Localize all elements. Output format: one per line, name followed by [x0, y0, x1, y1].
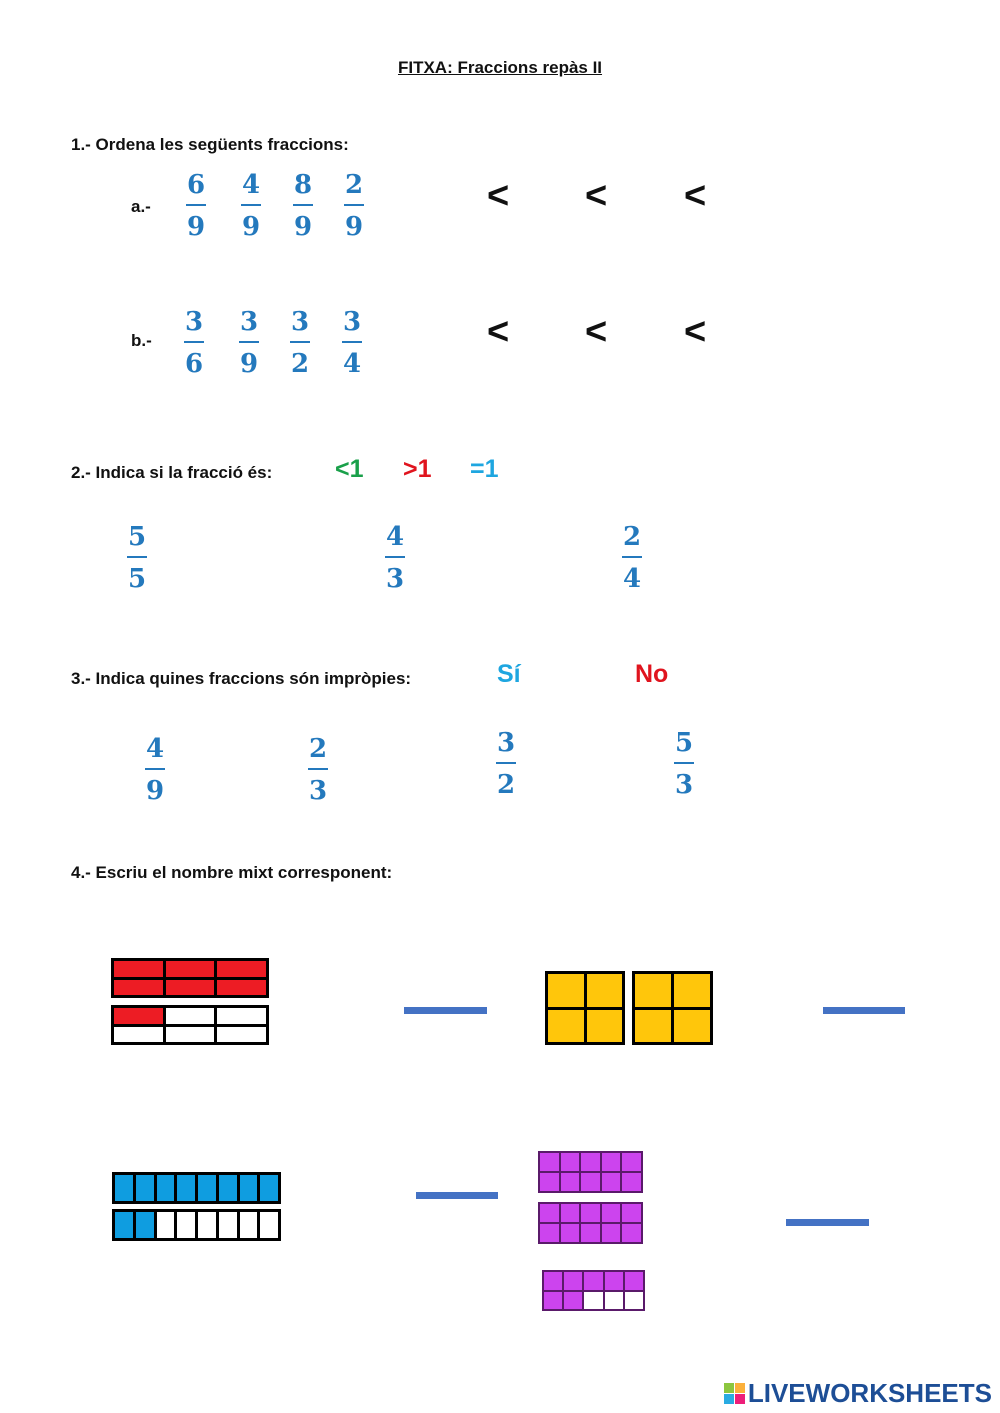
filled-cell [217, 980, 266, 996]
option-no[interactable]: No [635, 660, 669, 688]
logo-icon [724, 1383, 745, 1404]
numerator: 3 [496, 728, 516, 758]
answer-line[interactable] [823, 1007, 905, 1014]
filled-cell [136, 1175, 154, 1201]
fraction [186, 170, 206, 242]
fraction-bar [239, 341, 259, 343]
denominator: 9 [293, 212, 313, 242]
filled-cell [544, 1292, 562, 1310]
empty-cell [625, 1292, 643, 1310]
filled-cell [622, 1153, 641, 1171]
denominator: 9 [241, 212, 261, 242]
filled-cell [581, 1173, 600, 1191]
numerator: 6 [186, 170, 206, 200]
filled-cell [674, 1010, 710, 1043]
fraction-model-grid [112, 1209, 281, 1241]
filled-cell [177, 1175, 195, 1201]
fraction [674, 728, 694, 800]
fraction-bar [496, 762, 516, 764]
fraction-bar [184, 341, 204, 343]
answer-line[interactable] [416, 1192, 498, 1199]
numerator: 8 [293, 170, 313, 200]
fraction [622, 522, 642, 594]
filled-cell [561, 1204, 580, 1222]
filled-cell [581, 1153, 600, 1171]
filled-cell [602, 1173, 621, 1191]
filled-cell [581, 1204, 600, 1222]
filled-cell [114, 980, 163, 996]
empty-cell [584, 1292, 602, 1310]
filled-cell [602, 1204, 621, 1222]
filled-cell [561, 1224, 580, 1242]
filled-cell [115, 1212, 133, 1238]
fraction [385, 522, 405, 594]
filled-cell [587, 1010, 623, 1043]
filled-cell [136, 1212, 154, 1238]
option-yes[interactable]: Sí [497, 660, 521, 688]
fraction-bar [674, 762, 694, 764]
filled-cell [587, 974, 623, 1007]
denominator: 6 [184, 349, 204, 379]
numerator: 5 [127, 522, 147, 552]
filled-cell [561, 1153, 580, 1171]
numerator: 4 [145, 734, 165, 764]
denominator: 3 [674, 770, 694, 800]
filled-cell [581, 1224, 600, 1242]
denominator: 4 [342, 349, 362, 379]
option-greater-than-one[interactable]: >1 [403, 455, 432, 483]
denominator: 4 [622, 564, 642, 594]
less-than-symbol: < [684, 175, 707, 217]
fraction-bar [145, 768, 165, 770]
filled-cell [602, 1153, 621, 1171]
denominator: 9 [145, 776, 165, 806]
option-less-than-one[interactable]: <1 [335, 455, 364, 483]
filled-cell [548, 1010, 584, 1043]
numerator: 2 [308, 734, 328, 764]
empty-cell [166, 1008, 215, 1024]
question-2-heading: 2.- Indica si la fracció és: [71, 463, 273, 482]
filled-cell [625, 1272, 643, 1290]
fraction-model-grid [542, 1270, 645, 1311]
filled-cell [540, 1173, 559, 1191]
fraction-bar [385, 556, 405, 558]
filled-cell [260, 1175, 278, 1201]
filled-cell [635, 974, 671, 1007]
fraction [308, 734, 328, 806]
numerator: 2 [344, 170, 364, 200]
less-than-symbol: < [684, 311, 707, 353]
filled-cell [605, 1272, 623, 1290]
fraction-bar [293, 204, 313, 206]
fraction-model-grid [538, 1151, 643, 1193]
numerator: 3 [239, 307, 259, 337]
option-equal-one[interactable]: =1 [470, 455, 499, 483]
empty-cell [114, 1027, 163, 1043]
numerator: 3 [342, 307, 362, 337]
empty-cell [260, 1212, 278, 1238]
fraction-bar [308, 768, 328, 770]
filled-cell [114, 1008, 163, 1024]
fraction [239, 307, 259, 379]
fraction-model-grid [111, 958, 269, 998]
filled-cell [622, 1204, 641, 1222]
filled-cell [217, 961, 266, 977]
denominator: 2 [290, 349, 310, 379]
filled-cell [219, 1175, 237, 1201]
empty-cell [166, 1027, 215, 1043]
fraction-bar [622, 556, 642, 558]
q1b-label: b.- [131, 331, 152, 350]
less-than-symbol: < [487, 175, 510, 217]
filled-cell [157, 1175, 175, 1201]
fraction-model-grid [632, 971, 713, 1045]
fraction-bar [241, 204, 261, 206]
numerator: 4 [241, 170, 261, 200]
numerator: 3 [290, 307, 310, 337]
empty-cell [198, 1212, 216, 1238]
fraction-bar [127, 556, 147, 558]
filled-cell [622, 1173, 641, 1191]
fraction [145, 734, 165, 806]
filled-cell [166, 961, 215, 977]
liveworksheets-logo [724, 1378, 992, 1409]
empty-cell [240, 1212, 258, 1238]
filled-cell [540, 1153, 559, 1171]
filled-cell [115, 1175, 133, 1201]
empty-cell [177, 1212, 195, 1238]
less-than-symbol: < [487, 311, 510, 353]
denominator: 9 [344, 212, 364, 242]
filled-cell [622, 1224, 641, 1242]
fraction [344, 170, 364, 242]
empty-cell [219, 1212, 237, 1238]
fraction-model-grid [545, 971, 625, 1045]
empty-cell [605, 1292, 623, 1310]
filled-cell [544, 1272, 562, 1290]
filled-cell [198, 1175, 216, 1201]
filled-cell [166, 980, 215, 996]
filled-cell [540, 1224, 559, 1242]
numerator: 5 [674, 728, 694, 758]
fraction-bar [344, 204, 364, 206]
fraction [184, 307, 204, 379]
empty-cell [217, 1008, 266, 1024]
filled-cell [602, 1224, 621, 1242]
empty-cell [157, 1212, 175, 1238]
numerator: 3 [184, 307, 204, 337]
empty-cell [217, 1027, 266, 1043]
filled-cell [564, 1292, 582, 1310]
answer-line[interactable] [786, 1219, 869, 1226]
answer-line[interactable] [404, 1007, 487, 1014]
filled-cell [540, 1204, 559, 1222]
fraction-model-grid [111, 1005, 269, 1045]
denominator: 2 [496, 770, 516, 800]
less-than-symbol: < [585, 311, 608, 353]
fraction-bar [290, 341, 310, 343]
filled-cell [635, 1010, 671, 1043]
denominator: 5 [127, 564, 147, 594]
fraction-bar [186, 204, 206, 206]
question-3-heading: 3.- Indica quines fraccions són impròpies: [71, 669, 412, 688]
question-1-heading: 1.- Ordena les següents fraccions: [71, 135, 349, 154]
logo-text: LIVEWORKSHEETS [747, 1378, 992, 1408]
fraction [241, 170, 261, 242]
filled-cell [114, 961, 163, 977]
q1a-label: a.- [131, 197, 151, 216]
fraction-bar [342, 341, 362, 343]
numerator: 4 [385, 522, 405, 552]
fraction [127, 522, 147, 594]
denominator: 3 [385, 564, 405, 594]
fraction [342, 307, 362, 379]
fraction-model-grid [112, 1172, 281, 1204]
filled-cell [548, 974, 584, 1007]
numerator: 2 [622, 522, 642, 552]
filled-cell [240, 1175, 258, 1201]
fraction-model-grid [538, 1202, 643, 1244]
filled-cell [584, 1272, 602, 1290]
filled-cell [564, 1272, 582, 1290]
denominator: 9 [239, 349, 259, 379]
fraction [496, 728, 516, 800]
filled-cell [674, 974, 710, 1007]
worksheet-title: FITXA: Fraccions repàs II [397, 58, 603, 77]
denominator: 9 [186, 212, 206, 242]
less-than-symbol: < [585, 175, 608, 217]
denominator: 3 [308, 776, 328, 806]
fraction [293, 170, 313, 242]
fraction [290, 307, 310, 379]
question-4-heading: 4.- Escriu el nombre mixt corresponent: [71, 863, 393, 882]
filled-cell [561, 1173, 580, 1191]
